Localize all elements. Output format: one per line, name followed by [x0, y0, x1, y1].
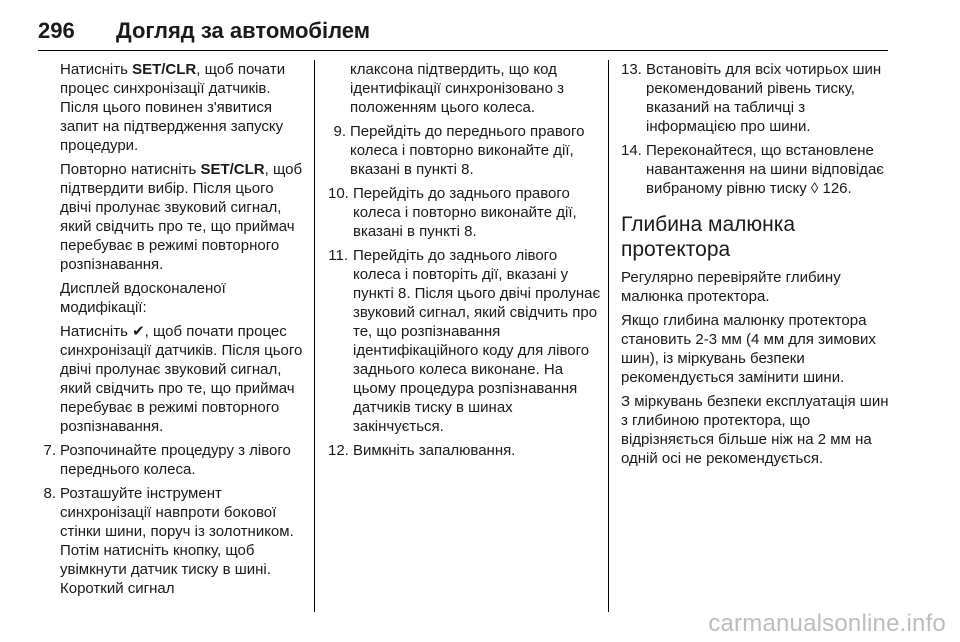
- watermark: carmanualsonline.info: [708, 610, 946, 637]
- paragraph-tread-check: Регулярно перевіряйте глибину малюнка протектора.: [621, 269, 841, 305]
- page-reference-icon: ◊: [810, 180, 819, 197]
- set-clr-key-label: SET/CLR: [132, 61, 197, 78]
- list-item-8: 8. Розташуйте інструмент синхронізації навпроти бокової стінки шини, поруч із золотником. Потім натисніть кнопку, щоб увімкнути датчик тиску в шині. Короткий сигнал: [43, 485, 294, 597]
- column-divider-2: [608, 60, 609, 612]
- paragraph-set-clr-confirm: Повторно натисніть SET/CLR, щоб підтвердити вибір. Після цього двічі пролунає звуковий сигнал, який свідчить про те, що приймач перебуває в режимі повторного розпізнавання.: [60, 161, 303, 273]
- list-item-14: 14. Переконайтеся, що встановлене навантаження на шини відповідає вибраному рівню тиску ◊ 126.: [621, 142, 884, 197]
- set-clr-key-label-2: SET/CLR: [200, 161, 265, 178]
- paragraph-set-clr-start: Натисніть SET/CLR, щоб почати процес синхронізації датчиків. Після цього повинен з'явитися запит на підтвердження запуску процедури.: [60, 61, 286, 154]
- page-number: 296: [38, 18, 75, 43]
- page-title: Догляд за автомобілем: [116, 18, 371, 43]
- list-item-7: 7. Розпочинайте процедуру з лівого переднього колеса.: [43, 442, 291, 478]
- page-header: [38, 18, 888, 58]
- column-divider-1: [314, 60, 315, 612]
- list-item-13: 13. Встановіть для всіх чотирьох шин рекомендований рівень тиску, вказаний на табличці з інформацією про шини.: [621, 61, 882, 135]
- checkmark-icon: ✔: [132, 323, 145, 340]
- list-item-10: 10. Перейдіть до заднього правого колеса і повторно виконайте дії, вказані в пункті 8.: [328, 185, 577, 240]
- paragraph-advanced-display: Дисплей вдосконаленої модифікації:: [60, 280, 226, 316]
- list-item-12: 12. Вимкніть запалювання.: [328, 442, 516, 459]
- paragraph-checkmark: Натисніть ✔, щоб почати процес синхронізації датчиків. Після цього двічі пролунає звуковий сигнал, який свідчить про те, що приймач перебуває в режимі повторного розпізнавання.: [60, 323, 303, 435]
- list-item-8-continued: клаксона підтвердить, що код ідентифікації синхронізовано з положенням цього колеса.: [350, 61, 564, 116]
- column-2: [328, 60, 603, 465]
- page-reference[interactable]: 126.: [818, 180, 852, 197]
- section-heading-tread-depth: Глибина малюнка протектора: [621, 213, 796, 261]
- paragraph-tread-replace: Якщо глибина малюнку протектора становить 2-3 мм (4 мм для зимових шин), із міркувань безпеки рекомендується замінити шини.: [621, 312, 876, 386]
- list-item-9: 9. Перейдіть до переднього правого колеса і повторно виконайте дії, вказані в пункті 8.: [333, 123, 585, 178]
- column-1: [38, 60, 306, 603]
- column-3: [621, 60, 891, 473]
- list-item-11: 11. Перейдіть до заднього лівого колеса і повторіть дії, вказані у пункті 8. Після цього двічі пролунає звуковий сигнал, який свідчить про те, що розпізнавання ідентифікаційного коду для лівого заднього колеса виконане. На цьому процедура розпізнавання датчиків тиску в шинах закінчується.: [328, 247, 601, 435]
- header-divider: [38, 50, 888, 51]
- paragraph-tread-axle: З міркувань безпеки експлуатація шин з глибиною протектора, що відрізняється більше ніж на 2 мм на одній осі не рекомендується.: [621, 393, 889, 467]
